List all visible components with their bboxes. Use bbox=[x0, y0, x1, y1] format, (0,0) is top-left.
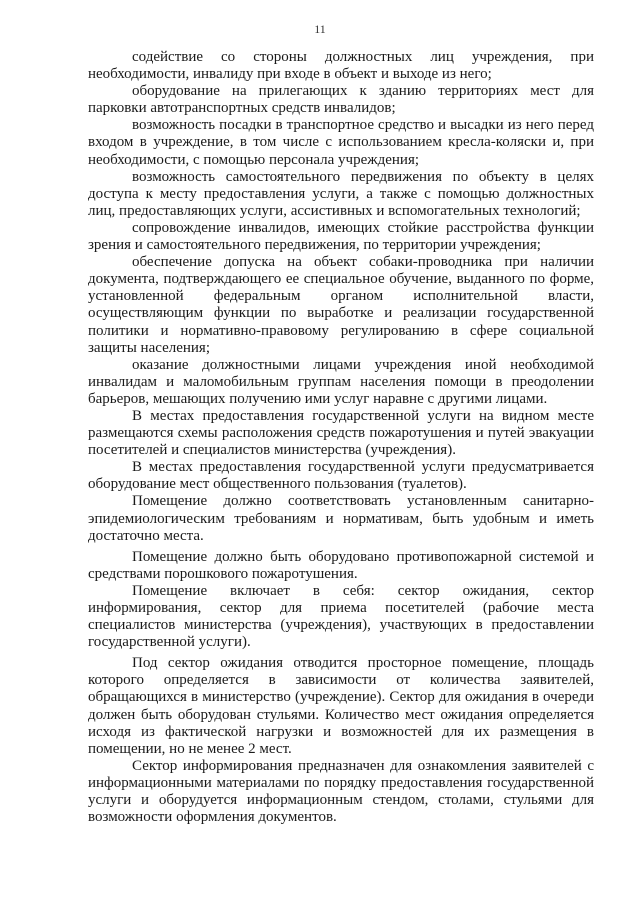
page-number: 11 bbox=[314, 22, 326, 36]
paragraph: Под сектор ожидания отводится просторное помещение, площадь которого определяется в зависимости от количества заявителей, обращающихся в министерство (учреждение). Сектор для ожидания в очереди должен быть оборудован стульями. Количество мест ожидания определяется исходя из фактической нагрузки и возможностей для их размещения в помещении, но не менее 2 мест. bbox=[88, 655, 594, 757]
paragraph: возможность самостоятельного передвижения по объекту в целях доступа к месту предоставления услуги, а также с помощью должностных лиц, предоставляющих услуги, ассистивных и вспомогательных технологий; bbox=[88, 168, 594, 219]
paragraph: оказание должностными лицами учреждения иной необходимой инвалидам и маломобильным группам населения помощи в преодолении барьеров, мешающих получению ими услуг наравне с другими лицами. bbox=[88, 356, 594, 407]
document-body bbox=[88, 49, 594, 826]
paragraph: Помещение включает в себя: сектор ожидания, сектор информирования, сектор для приема посетителей (рабочие места специалистов министерства (учреждения), участвующих в предоставлении государственной услуги). bbox=[88, 582, 594, 651]
paragraph: возможность посадки в транспортное средство и высадки из него перед входом в учреждение, в том числе с использованием кресла-коляски и, при необходимости, с помощью персонала учреждения; bbox=[88, 117, 594, 168]
paragraph: Помещение должно быть оборудовано противопожарной системой и средствами порошкового пожаротушения. bbox=[88, 548, 594, 582]
paragraph: Сектор информирования предназначен для ознакомления заявителей с информационными материалами по порядку предоставления государственной услуги и оборудуется информационным стендом, столами, стульями для возможности оформления документов. bbox=[88, 757, 594, 826]
paragraph: содействие со стороны должностных лиц учреждения, при необходимости, инвалиду при входе в объект и выходе из него; bbox=[88, 49, 594, 83]
paragraph: оборудование на прилегающих к зданию территориях мест для парковки автотранспортных средств инвалидов; bbox=[88, 83, 594, 117]
paragraph: В местах предоставления государственной услуги предусматривается оборудование мест общественного пользования (туалетов). bbox=[88, 459, 594, 493]
paragraph: Помещение должно соответствовать установленным санитарно-эпидемиологическим требованиям и нормативам, быть удобным и иметь достаточно места. bbox=[88, 493, 594, 544]
paragraph: обеспечение допуска на объект собаки-проводника при наличии документа, подтверждающего ее специальное обучение, выданного по форме, установленной федеральным органом исполнительной власти, осуществляющим функции по выработке и реализации государственной политики и нормативно-правовому регулированию в сфере социальной защиты населения; bbox=[88, 254, 594, 356]
paragraph: В местах предоставления государственной услуги на видном месте размещаются схемы расположения средств пожаротушения и путей эвакуации посетителей и специалистов министерства (учреждения). bbox=[88, 407, 594, 459]
paragraph: сопровождение инвалидов, имеющих стойкие расстройства функции зрения и самостоятельного передвижения, по территории учреждения; bbox=[88, 219, 594, 254]
